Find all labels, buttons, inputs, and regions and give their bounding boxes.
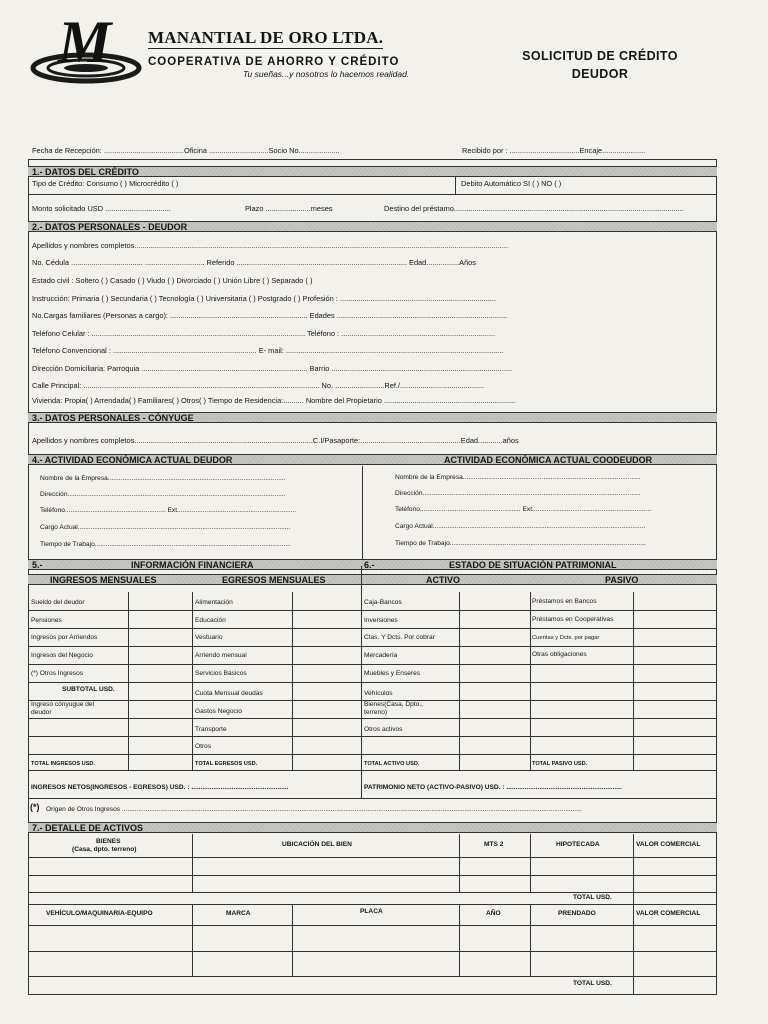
- section-1-title: 1.- DATOS DEL CRÉDITO: [32, 167, 139, 177]
- company-name: MANANTIAL DE ORO LTDA.: [148, 28, 384, 47]
- income-row-label: Sueldo del deudor: [31, 599, 85, 606]
- vehicle-value-col-header: VALOR COMERCIAL: [636, 910, 701, 917]
- expense-row-label: Servicios Básicos: [195, 670, 247, 677]
- section-4-title-right: ACTIVIDAD ECONÓMICA ACTUAL COODEUDOR: [444, 455, 653, 465]
- asset-property-label: Bienes(Casa, Dpto.,: [364, 701, 424, 708]
- income-column-title: INGRESOS MENSUALES: [50, 575, 157, 585]
- street-row[interactable]: Calle Principal: ................................................................................................................... No. ........................Ref./.........................................: [32, 381, 485, 390]
- net-worth-line[interactable]: PATRIMONIO NETO (ACTIVO-PASIVO) USD. : ...............................................................: [364, 784, 622, 791]
- auto-debit-field[interactable]: Debito Automático SI ( ) NO ( ): [461, 179, 562, 188]
- expense-row-label: Educación: [195, 617, 226, 624]
- asset-row-label: Vehículos: [364, 690, 393, 697]
- civil-status-row[interactable]: Estado civil : Soltero ( ) Casado ( ) Viudo ( ) Divorciado ( ) Unión Libre ( ) Separado ( ): [32, 276, 313, 285]
- purpose-field[interactable]: Destino del préstamo................................................................................................................: [384, 204, 684, 213]
- section-7-header: [28, 822, 717, 833]
- section-5-number: 5.-: [32, 560, 43, 570]
- property-total-label: TOTAL USD.: [573, 894, 612, 901]
- dependents-row[interactable]: No.Cargas familiares (Personas a cargo): ................................................................... Edades ...................................................................................: [32, 311, 508, 320]
- logo-letter: M: [58, 9, 112, 75]
- document-title: SOLICITUD DE CRÉDITO: [522, 49, 678, 63]
- term-field[interactable]: Plazo ......................meses: [245, 204, 333, 213]
- brand-col-header: MARCA: [226, 910, 251, 917]
- reception-line[interactable]: Fecha de Recepción: .......................................Oficina .............................Socio No....................: [32, 146, 340, 155]
- section-7-title: 7.- DETALLE DE ACTIVOS: [32, 823, 144, 833]
- debtor-id-row[interactable]: No. Cédula ................................... ............................. Referido ................................................................................... Edad................Años: [32, 258, 476, 267]
- liability-row-label: Préstamos en Bancos: [532, 598, 597, 605]
- asset-row-label: Mercadería: [364, 652, 398, 659]
- other-income-origin[interactable]: Origen de Otros Ingresos ...........................................................................................................................................................................................................................................................: [46, 806, 582, 813]
- company-subtitle: COOPERATIVA DE AHORRO Y CRÉDITO: [148, 56, 400, 68]
- section-2-header: [28, 221, 717, 232]
- education-row[interactable]: Instrucción: Primaria ( ) Secundaria ( ) Tecnología ( ) Universitaria ( ) Postgrado ( ) Profesión : ............................................................................: [32, 294, 496, 303]
- vehicle-col-header: VEHÍCULO/MAQUINARIA-EQUIPO: [46, 910, 153, 917]
- debtor-work-time[interactable]: Tiempo de Trabajo...........................................................................................................: [40, 541, 291, 548]
- debtor-full-name[interactable]: Apellidos y nombres completos......................................................................................................................................................................................: [32, 241, 508, 250]
- section-1-header: [28, 166, 717, 177]
- expense-row-label: Alimentación: [195, 599, 233, 606]
- area-col-header: MTS 2: [484, 841, 504, 848]
- asset-row-label: Ctas. Y Dcts. Por cobrar: [364, 634, 435, 641]
- income-row-label: Pensiones: [31, 617, 62, 624]
- debtor-work-address[interactable]: Dirección.......................................................................................................................: [40, 491, 286, 498]
- liability-row-label: Cuentas y Dcts. por pagar: [532, 635, 600, 641]
- section-6-number: 6.-: [364, 560, 375, 570]
- debtor-position[interactable]: Cargo Actual....................................................................................................................: [40, 524, 291, 531]
- address-row[interactable]: Dirección Domiciliaria: Parroquia ................................................................................. Barrio ........................................................................................: [32, 364, 513, 373]
- section-3-title: 3.- DATOS PERSONALES - CÓNYUGE: [32, 413, 194, 423]
- expense-row-label: Arriendo mensual: [195, 652, 247, 659]
- asset-row-label: Inversiones: [364, 617, 398, 624]
- section-4-title-left: 4.- ACTIVIDAD ECONÓMICA ACTUAL DEUDOR: [32, 455, 233, 465]
- total-liabilities-label: TOTAL PASIVO USD.: [532, 761, 588, 767]
- phone-row[interactable]: Teléfono Celular : ........................................................................................................ Teléfono : ...........................................................................: [32, 329, 496, 338]
- asset-other-label: Otros activos: [364, 726, 403, 733]
- property-col-header: BIENES: [96, 838, 121, 845]
- housing-row[interactable]: Vivienda: Propia( ) Arrendada( ) Familiares( ) Otros( ) Tiempo de Residencia:.......... Nombre del Propietario ................................................................: [32, 396, 516, 405]
- total-income-label: TOTAL INGRESOS USD.: [31, 761, 96, 767]
- assets-column-title: ACTIVO: [426, 575, 461, 585]
- total-expense-label: TOTAL EGRESOS USD.: [195, 761, 258, 767]
- codebtor-company[interactable]: Nombre de la Empresa.................................................................................................: [395, 474, 641, 481]
- spouse-income-label: Ingreso cónyugue del: [31, 701, 95, 708]
- liability-row-label: Préstamos en Cooperativas: [532, 616, 614, 623]
- expense-row-label: Otros: [195, 743, 212, 750]
- landline-email-row[interactable]: Teléfono Convencional : ...................................................................... E- mail: ..........................................................................................................: [32, 346, 504, 355]
- income-row-label: Ingresos del Negocio: [31, 652, 93, 659]
- net-income-line[interactable]: INGRESOS NETOS(INGRESOS - EGRESOS) USD. : .....................................................: [31, 784, 289, 791]
- mortgaged-col-header: HIPOTECADA: [556, 841, 600, 848]
- year-col-header: AÑO: [486, 910, 501, 917]
- income-subtotal-label: SUBTOTAL USD.: [62, 686, 115, 693]
- asset-row-label: Caja-Bancos: [364, 599, 402, 606]
- spouse-row[interactable]: Apellidos y nombres completos.......................................................................................C.I/Pasaporte:.................................................Edad............años: [32, 436, 519, 445]
- codebtor-work-time[interactable]: Tiempo de Trabajo...........................................................................................................: [395, 540, 646, 547]
- expense-row-label: Gastos Negocio: [195, 708, 242, 715]
- financial-columns-header: [28, 574, 717, 585]
- property-col-header-2: (Casa, dpto. terreno): [72, 846, 137, 853]
- document-subtitle: DEUDOR: [571, 67, 629, 81]
- expense-column-title: EGRESOS MENSUALES: [222, 575, 326, 585]
- codebtor-position[interactable]: Cargo Actual....................................................................................................................: [395, 523, 646, 530]
- amount-field[interactable]: Monto solicitado USD ................................: [32, 204, 171, 213]
- section-5-title: INFORMACIÓN FINANCIERA: [131, 560, 254, 570]
- expense-row-label: Vestuario: [195, 634, 223, 641]
- pledged-col-header: PRENDADO: [558, 910, 596, 917]
- income-row-label: (*) Otros Ingresos: [31, 670, 84, 677]
- total-assets-label: TOTAL ACTIVO USD.: [364, 761, 420, 767]
- asset-row-label: Muebles y Enseres: [364, 670, 421, 677]
- asset-property-label-2: terreno): [364, 709, 388, 716]
- liabilities-column-title: PASIVO: [605, 575, 639, 585]
- plate-col-header: PLACA: [360, 908, 383, 915]
- section-6-title: ESTADO DE SITUACIÓN PATRIMONIAL: [449, 560, 617, 570]
- income-row-label: Ingresos por Arriendos: [31, 634, 98, 641]
- codebtor-work-address[interactable]: Dirección.......................................................................................................................: [395, 490, 641, 497]
- section-4-header: [28, 454, 717, 465]
- company-logo: [30, 9, 142, 84]
- debtor-work-phone[interactable]: Teléfono....................................................... Ext.................................................................: [40, 507, 297, 514]
- company-slogan: Tu sueñas...y nosotros lo hacemos realidad.: [243, 69, 410, 79]
- market-value-col-header: VALOR COMERCIAL: [636, 841, 701, 848]
- section-2-title: 2.- DATOS PERSONALES - DEUDOR: [32, 222, 188, 232]
- credit-type-field[interactable]: Tipo de Crédito: Consumo ( ) Microcrédito ( ): [32, 179, 179, 188]
- expense-row-label: Cuota Mensual deudas: [195, 690, 263, 697]
- location-col-header: UBICACIÓN DEL BIEN: [282, 841, 352, 848]
- vehicle-total-label: TOTAL USD.: [573, 980, 612, 987]
- section-3-header: [28, 412, 717, 423]
- other-income-origin-mark: (*): [30, 802, 40, 812]
- codebtor-work-phone[interactable]: Teléfono....................................................... Ext.................................................................: [395, 506, 652, 513]
- debtor-company[interactable]: Nombre de la Empresa.................................................................................................: [40, 475, 286, 482]
- liability-row-label: Otras obligaciones: [532, 651, 587, 658]
- section-5-6-header: [28, 559, 717, 570]
- received-by-line[interactable]: Recibido por : ..................................Encaje.....................: [462, 146, 646, 155]
- spouse-income-label-2: deudor: [31, 709, 52, 716]
- expense-row-label: Transporte: [195, 726, 227, 733]
